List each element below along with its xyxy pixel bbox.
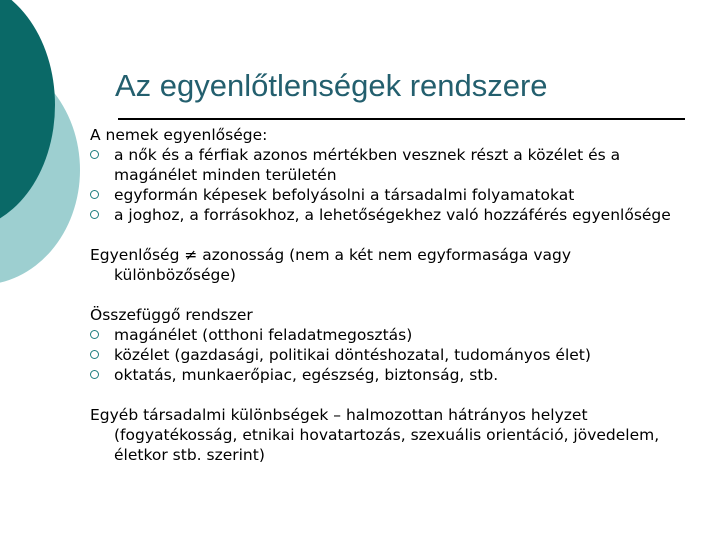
list-item-text: egyformán képesek befolyásolni a társadalmi folyamatokat — [114, 186, 575, 204]
slide-title: Az egyenlőtlenségek rendszere — [115, 68, 548, 103]
hollow-circle-bullet-icon — [90, 150, 99, 159]
hollow-circle-bullet-icon — [90, 350, 99, 359]
list-item — [90, 365, 690, 385]
list-item-text: oktatás, munkaerőpiac, egészség, biztonság, stb. — [114, 366, 499, 384]
section-3-heading: Összefüggő rendszer — [90, 306, 253, 324]
list-item-text: a joghoz, a forrásokhoz, a lehetőségekhez való hozzáférés egyenlősége — [114, 206, 671, 224]
hollow-circle-bullet-icon — [90, 330, 99, 339]
hollow-circle-bullet-icon — [90, 370, 99, 379]
hollow-circle-bullet-icon — [90, 210, 99, 219]
list-item-text: magánélet (otthoni feladatmegosztás) — [114, 326, 413, 344]
slide-content — [90, 125, 690, 465]
list-item — [90, 185, 690, 205]
hollow-circle-bullet-icon — [90, 190, 99, 199]
list-item-text: közélet (gazdasági, politikai döntéshozatal, tudományos élet) — [114, 346, 591, 364]
section-1-heading: A nemek egyenlősége: — [90, 126, 268, 144]
list-item — [90, 325, 690, 345]
list-item — [90, 205, 690, 225]
list-item — [90, 345, 690, 365]
section-2-text: Egyenlőség ≠ azonosság (nem a két nem egyformasága vagy különbözősége) — [90, 246, 571, 284]
list-item-text: a nők és a férfiak azonos mértékben vesznek részt a közélet és a magánélet minden területén — [114, 146, 621, 184]
title-underline — [118, 118, 685, 120]
list-item — [90, 145, 690, 185]
section-4-text: Egyéb társadalmi különbségek – halmozottan hátrányos helyzet (fogyatékosság, etnikai hovatartozás, szexuális orientáció, jövedelem, életkor stb. szerint) — [90, 406, 660, 464]
